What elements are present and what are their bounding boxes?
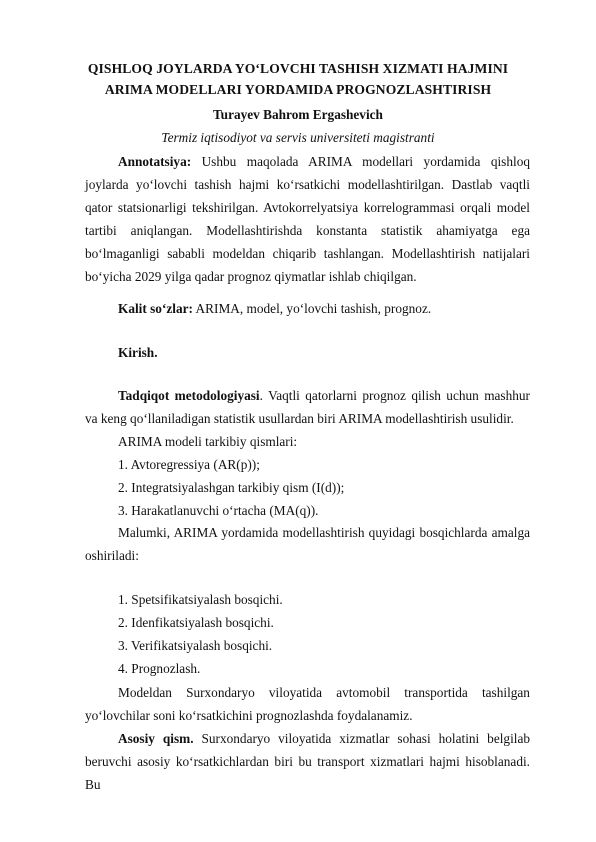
author-name: Turayev Bahrom Ergashevich: [213, 107, 383, 122]
word: Modeldan: [118, 685, 172, 700]
list-item: 4. Prognozlash.: [118, 661, 201, 676]
abstract-text: Ushbu maqolada ARIMA modellari yordamida qishloq joylarda yo‘lovchi tashish hajmi ko‘rsatkichi modellashtirilgan. Dastlab vaqtli qator statsionarligi tekshirilgan. Avtokorrelyatsiya korrelogrammasi orqali model tartibi aniqlangan. Modellashtirishda konstanta statistik ahamiyatga ega bo‘lmaganligi sababli modeldan chiqarib tashlangan. Modellashtirish natijalari bo‘yicha 2029 yilga qadar prognoz qiymatlar ishlab chiqilgan.: [85, 154, 530, 284]
title-line-2: ARIMA MODELLARI YORDAMIDA PROGNOZLASHTIRISH: [104, 82, 492, 97]
main-text: Surxondaryo viloyatida xizmatlar sohasi holatini belgilab beruvchi asosiy ko‘rsatkichlardan biri bu transport xizmatlari hajmi hisoblanadi. Bu: [85, 731, 531, 792]
methodology-label: Tadqiqot metodologiyasi: [118, 388, 260, 403]
keywords-line: [85, 299, 563, 319]
intro-heading: [85, 343, 563, 363]
paper-title: [60, 58, 536, 100]
main-paragraph: [85, 727, 530, 796]
main-label: Asosiy qism.: [118, 731, 194, 746]
abstract-label: Annotatsiya:: [118, 154, 192, 169]
list-item: 1. Spetsifikatsiyalash bosqichi.: [118, 592, 283, 607]
model-paragraph-line-1: [118, 683, 530, 703]
author-affiliation: Termiz iqtisodiyot va servis universiteti magistranti: [161, 130, 435, 145]
methodology-text: . Vaqtli qatorlarni prognoz qilish uchun mashhur va keng qo‘llaniladigan statistik usullardan biri ARIMA modellashtirish usulidir.: [85, 388, 530, 426]
components-intro: ARIMA modeli tarkibiy qismlari:: [118, 434, 298, 449]
word: viloyatida: [268, 685, 323, 700]
word: transportida: [404, 685, 468, 700]
list-item: 3. Harakatlanuvchi o‘rtacha (MA(q)).: [118, 503, 319, 518]
list-item: 3. Verifikatsiyalash bosqichi.: [118, 638, 273, 653]
word: tashilgan: [481, 685, 530, 700]
title-line-1: QISHLOQ JOYLARDA YO‘LOVCHI TASHISH XIZMATI HAJMINI: [87, 61, 509, 76]
list-item: 2. Integratsiyalashgan tarkibiy qism (I(d));: [118, 480, 345, 495]
keywords-label: Kalit so‘zlar:: [118, 301, 193, 316]
intro-heading-text: Kirish.: [118, 345, 158, 360]
word: avtomobil: [336, 685, 391, 700]
abstract-paragraph: [85, 150, 530, 288]
list-item: 2. Idenfikatsiyalash bosqichi.: [118, 615, 274, 630]
model-paragraph-line-2: yo‘lovchilar soni ko‘rsatkichini prognozlashda foydalanamiz.: [85, 708, 413, 723]
list-item: 1. Avtoregressiya (AR(p));: [118, 457, 260, 472]
methodology-paragraph: [85, 384, 530, 430]
stages-paragraph: Malumki, ARIMA yordamida modellashtirish quyidagi bosqichlarda amalga oshiriladi:: [85, 525, 530, 563]
word: Surxondaryo: [186, 685, 255, 700]
keywords-text: ARIMA, model, yo‘lovchi tashish, prognoz.: [192, 301, 432, 316]
